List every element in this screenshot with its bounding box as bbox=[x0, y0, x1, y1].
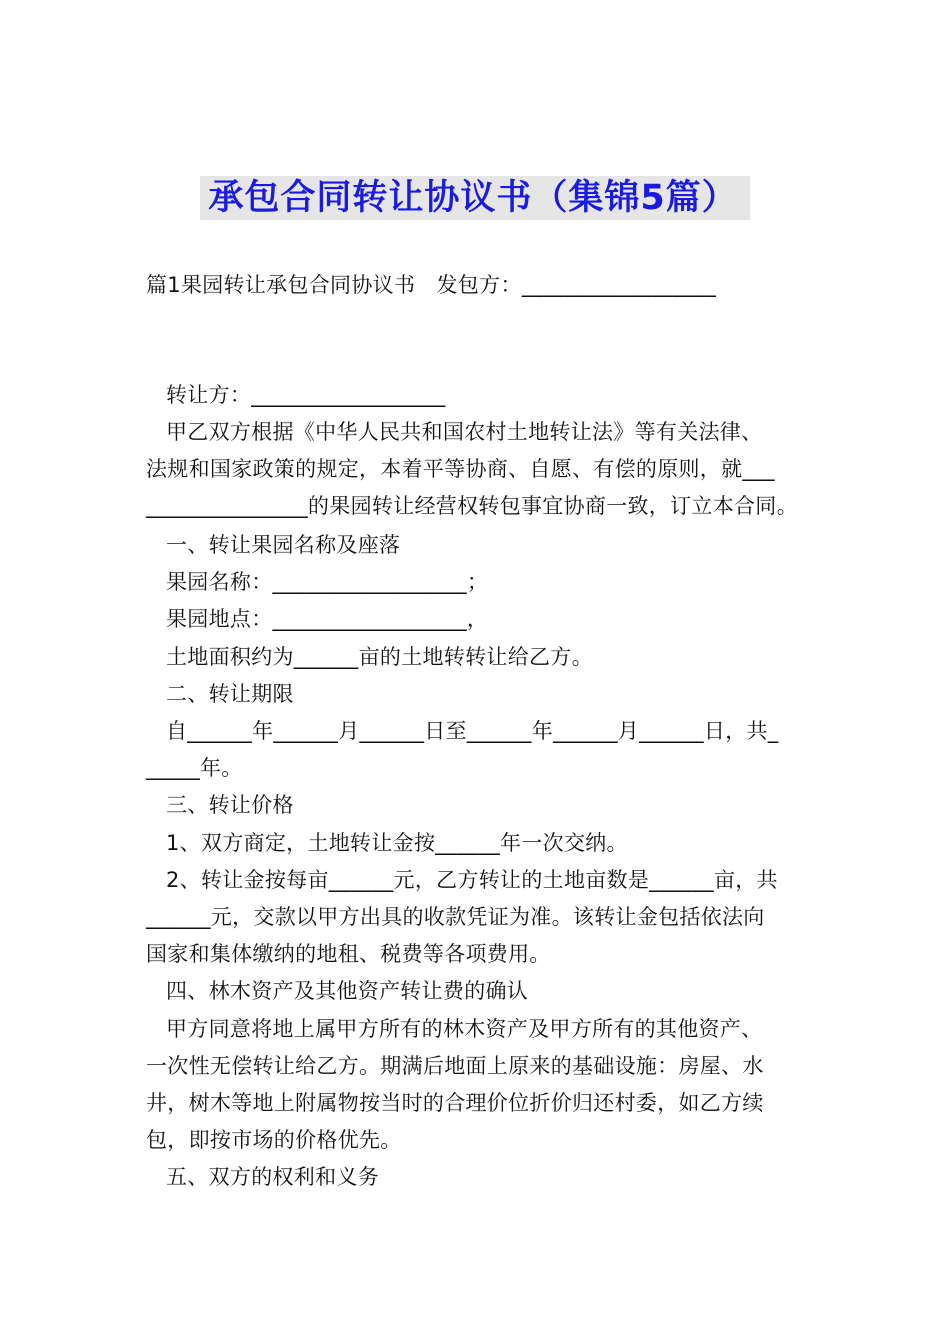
paragraph-line: 国家和集体缴纳的地租、税费等各项费用。 bbox=[146, 942, 551, 966]
section-heading: 四、林木资产及其他资产转让费的确认 bbox=[166, 979, 529, 1003]
paragraph-line: 一次性无偿转让给乙方。期满后地面上原来的基础设施：房屋、水 bbox=[146, 1054, 764, 1078]
section-heading: 三、转让价格 bbox=[166, 793, 294, 817]
paragraph-line: 法规和国家政策的规定，本着平等协商、自愿、有偿的原则，就___ bbox=[146, 457, 775, 481]
paragraph-line: ______元，交款以甲方出具的收款凭证为准。该转让金包括依法向 bbox=[146, 905, 765, 929]
paragraph-line: 甲方同意将地上属甲方所有的林木资产及甲方所有的其他资产、 bbox=[166, 1017, 763, 1041]
section-heading: 二、转让期限 bbox=[166, 682, 294, 706]
paragraph-line: 转让方：__________________ bbox=[166, 383, 446, 407]
section-heading: 一、转让果园名称及座落 bbox=[166, 533, 401, 557]
paragraph-line: 果园地点：__________________， bbox=[166, 607, 489, 631]
title-wrapper bbox=[0, 176, 950, 220]
paragraph-line: 果园名称：__________________； bbox=[166, 570, 489, 594]
paragraph-line: 土地面积约为______亩的土地转转让给乙方。 bbox=[166, 645, 593, 669]
paragraph-line: 包，即按市场的价格优先。 bbox=[146, 1128, 402, 1152]
paragraph-line: 2、转让金按每亩______元，乙方转让的土地亩数是______亩，共 bbox=[166, 868, 778, 892]
paragraph-line: 甲乙双方根据《中华人民共和国农村土地转让法》等有关法律、 bbox=[166, 420, 763, 444]
paragraph-line: 井，树木等地上附属物按当时的合理价位折价归还村委，如乙方续 bbox=[146, 1091, 764, 1115]
paragraph-line: 篇1果园转让承包合同协议书 发包方：__________________ bbox=[146, 273, 717, 297]
paragraph-line: _____年。 bbox=[146, 756, 243, 780]
paragraph-line: _______________的果园转让经营权转包事宜协商一致，订立本合同。 bbox=[146, 494, 798, 518]
paragraph-line: 自______年______月______日至______年______月______日，共_ bbox=[166, 719, 779, 743]
paragraph-line: 1、双方商定，土地转让金按______年一次交纳。 bbox=[166, 831, 628, 855]
section-heading: 五、双方的权利和义务 bbox=[166, 1165, 379, 1189]
document-title: 承包合同转让协议书（集锦5篇） bbox=[200, 176, 749, 220]
